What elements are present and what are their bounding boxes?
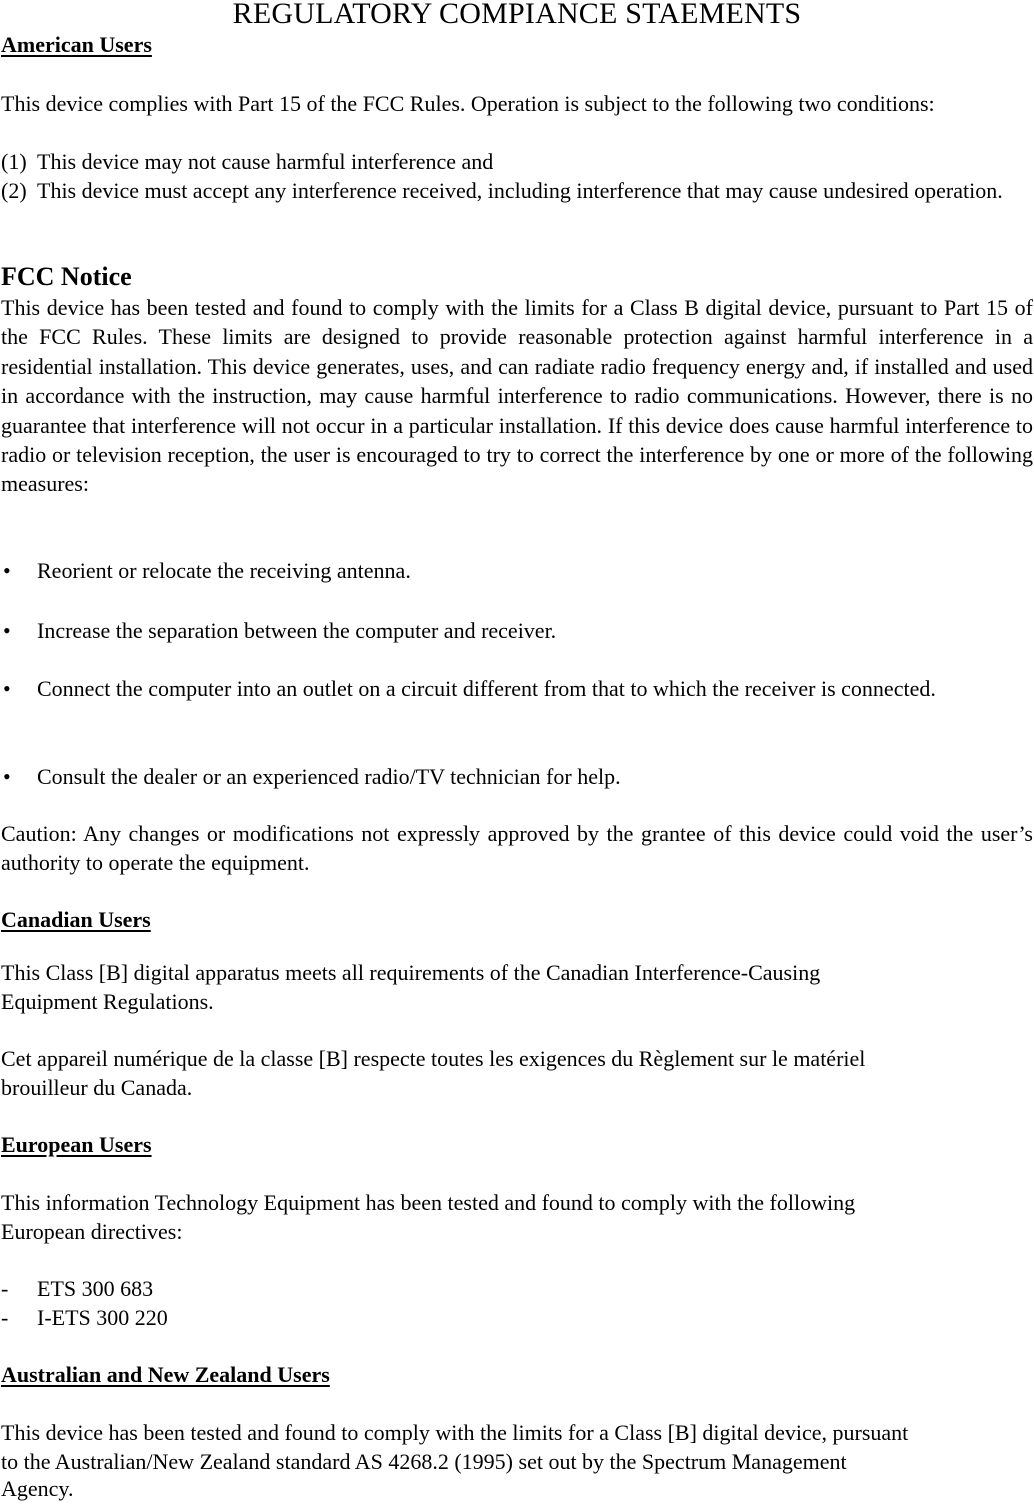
condition-item bbox=[1, 176, 1033, 205]
measure-bullet-item bbox=[1, 762, 1033, 791]
canadian-english-line-2: Equipment Regulations. bbox=[1, 989, 214, 1014]
european-body-line-2: European directives: bbox=[1, 1219, 183, 1244]
canadian-french-line-1: Cet appareil numérique de la classe [B] respecte toutes les exigences du Règlement sur le matériel bbox=[1, 1046, 866, 1071]
canadian-users-heading: Canadian Users bbox=[1, 907, 151, 932]
measure-text: Reorient or relocate the receiving antenna. bbox=[37, 558, 411, 583]
condition-text: This device may not cause harmful interference and bbox=[37, 149, 494, 174]
australian-body-line-1: This device has been tested and found to comply with the limits for a Class [B] digital device, pursuant bbox=[1, 1420, 909, 1445]
american-users-heading: American Users bbox=[1, 32, 152, 57]
bullet-icon: • bbox=[3, 618, 11, 643]
measure-bullet-item bbox=[1, 674, 1033, 703]
australian-body-line-3: Agency. bbox=[1, 1476, 74, 1501]
canadian-english-line-1: This Class [B] digital apparatus meets all requirements of the Canadian Interference-Causing bbox=[1, 960, 821, 985]
directive-text: ETS 300 683 bbox=[37, 1276, 154, 1301]
european-body-line-1: This information Technology Equipment has been tested and found to comply with the following bbox=[1, 1190, 856, 1215]
fcc-notice-heading: FCC Notice bbox=[1, 262, 132, 291]
caution-paragraph: Caution: Any changes or modifications not expressly approved by the grantee of this device could void the user’s authority to operate the equipment. bbox=[1, 821, 1033, 876]
measure-text: Increase the separation between the computer and receiver. bbox=[37, 618, 557, 643]
condition-marker: (1) bbox=[1, 149, 27, 174]
canadian-french-line-2: brouilleur du Canada. bbox=[1, 1075, 193, 1100]
european-users-heading: European Users bbox=[1, 1132, 152, 1157]
directive-item bbox=[1, 1303, 1033, 1332]
measure-bullet-item bbox=[1, 556, 1033, 585]
measure-text: Connect the computer into an outlet on a circuit different from that to which the receiver is connected. bbox=[37, 676, 936, 701]
document-title: REGULATORY COMPIANCE STAEMENTS bbox=[232, 0, 802, 30]
bullet-icon: • bbox=[3, 764, 11, 789]
directive-text: I-ETS 300 220 bbox=[37, 1305, 168, 1330]
measure-bullet-item bbox=[1, 616, 1033, 645]
bullet-icon: • bbox=[3, 558, 11, 583]
measure-text: Consult the dealer or an experienced radio/TV technician for help. bbox=[37, 764, 621, 789]
directive-item bbox=[1, 1274, 1033, 1303]
fcc-notice-paragraph: This device has been tested and found to comply with the limits for a Class B digital device, pursuant to Part 15 of the FCC Rules. These limits are designed to provide reasonable protection against harmful interference in a residential installation. This device generates, uses, and can radiate radio frequency energy and, if installed and used in accordance with the instruction, may cause harmful interference to radio communications. However, there is no guarantee that interference will not occur in a particular installation. If this device does cause harmful interference to radio or television reception, the user is encouraged to try to correct the interference by one or more of the following measures: bbox=[1, 295, 1033, 497]
condition-text: This device must accept any interference received, including interference that may cause undesired operation. bbox=[37, 178, 1003, 203]
australian-users-heading: Australian and New Zealand Users bbox=[1, 1362, 330, 1387]
directive-dash: - bbox=[1, 1276, 9, 1301]
american-intro-paragraph: This device complies with Part 15 of the FCC Rules. Operation is subject to the following two conditions: bbox=[1, 91, 935, 116]
condition-marker: (2) bbox=[1, 178, 27, 203]
directive-dash: - bbox=[1, 1305, 9, 1330]
condition-item bbox=[1, 147, 1033, 176]
australian-body-line-2: to the Australian/New Zealand standard AS 4268.2 (1995) set out by the Spectrum Management bbox=[1, 1449, 847, 1474]
bullet-icon: • bbox=[3, 676, 11, 701]
